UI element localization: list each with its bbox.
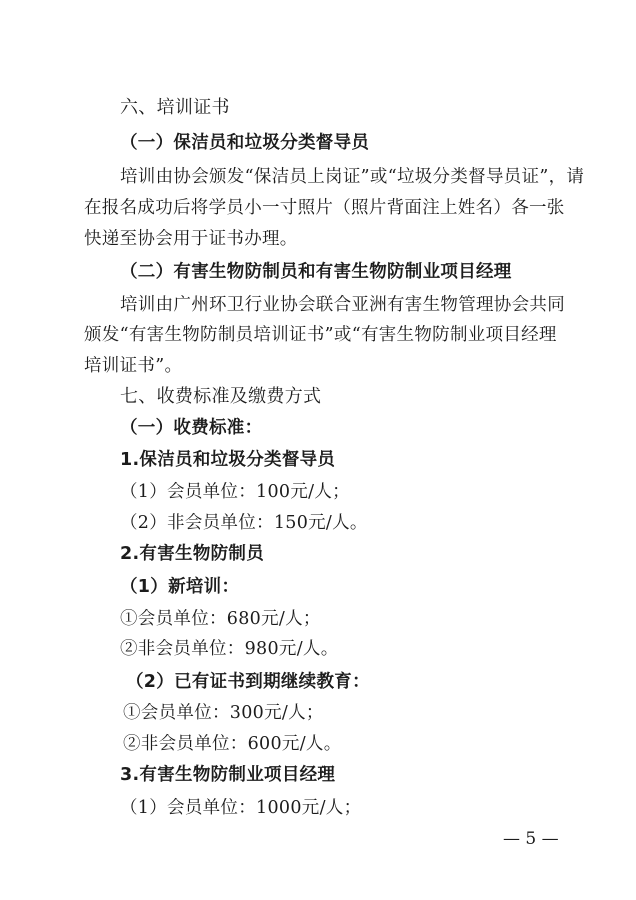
fee-item-1-line-1: （1）会员单位：100元/人；: [120, 482, 350, 502]
section-6-sub2-heading: （二）有害生物防制员和有害生物防制业项目经理: [120, 262, 512, 282]
section-6-sub2-line-2: 颁发“有害生物防制员培训证书”或“有害生物防制业项目经理: [84, 325, 557, 345]
section-6-sub1-line-3: 快递至协会用于证书办理。: [84, 229, 298, 249]
section-6-sub1-line-2: 在报名成功后将学员小一寸照片（照片背面注上姓名）各一张: [84, 198, 565, 218]
section-6-title: 六、培训证书: [120, 97, 230, 118]
section-7-sub1-heading: （一）收费标准：: [120, 418, 263, 438]
fee-item-2-cont-line-2: ②非会员单位：600元/人。: [123, 734, 342, 754]
section-6-sub2-line-3: 培训证书”。: [84, 356, 183, 376]
fee-item-1-heading: 1.保洁员和垃圾分类督导员: [120, 450, 336, 470]
section-6-sub2-line-1: 培训由广州环卫行业协会联合亚洲有害生物管理协会共同: [120, 295, 565, 315]
fee-item-2-new-line-2: ②非会员单位：980元/人。: [120, 639, 339, 659]
fee-item-2-cont-heading: （2）已有证书到期继续教育：: [126, 672, 370, 692]
section-6-sub1-heading: （一）保洁员和垃圾分类督导员: [120, 133, 370, 153]
fee-item-1-line-2: （2）非会员单位：150元/人。: [120, 513, 368, 533]
fee-item-2-heading: 2.有害生物防制员: [120, 544, 265, 564]
fee-item-2-cont-line-1: ①会员单位：300元/人；: [123, 703, 324, 723]
section-6-sub1-line-1: 培训由协会颁发“保洁员上岗证”或“垃圾分类督导员证”，请: [120, 167, 585, 187]
fee-item-3-heading: 3.有害生物防制业项目经理: [120, 765, 336, 785]
page-number: — 5 —: [503, 829, 559, 849]
fee-item-2-new-heading: （1）新培训：: [120, 577, 240, 597]
fee-item-3-line-1: （1）会员单位：1000元/人；: [120, 798, 362, 818]
fee-item-2-new-line-1: ①会员单位：680元/人；: [120, 609, 321, 629]
section-7-title: 七、收费标准及缴费方式: [120, 386, 322, 407]
